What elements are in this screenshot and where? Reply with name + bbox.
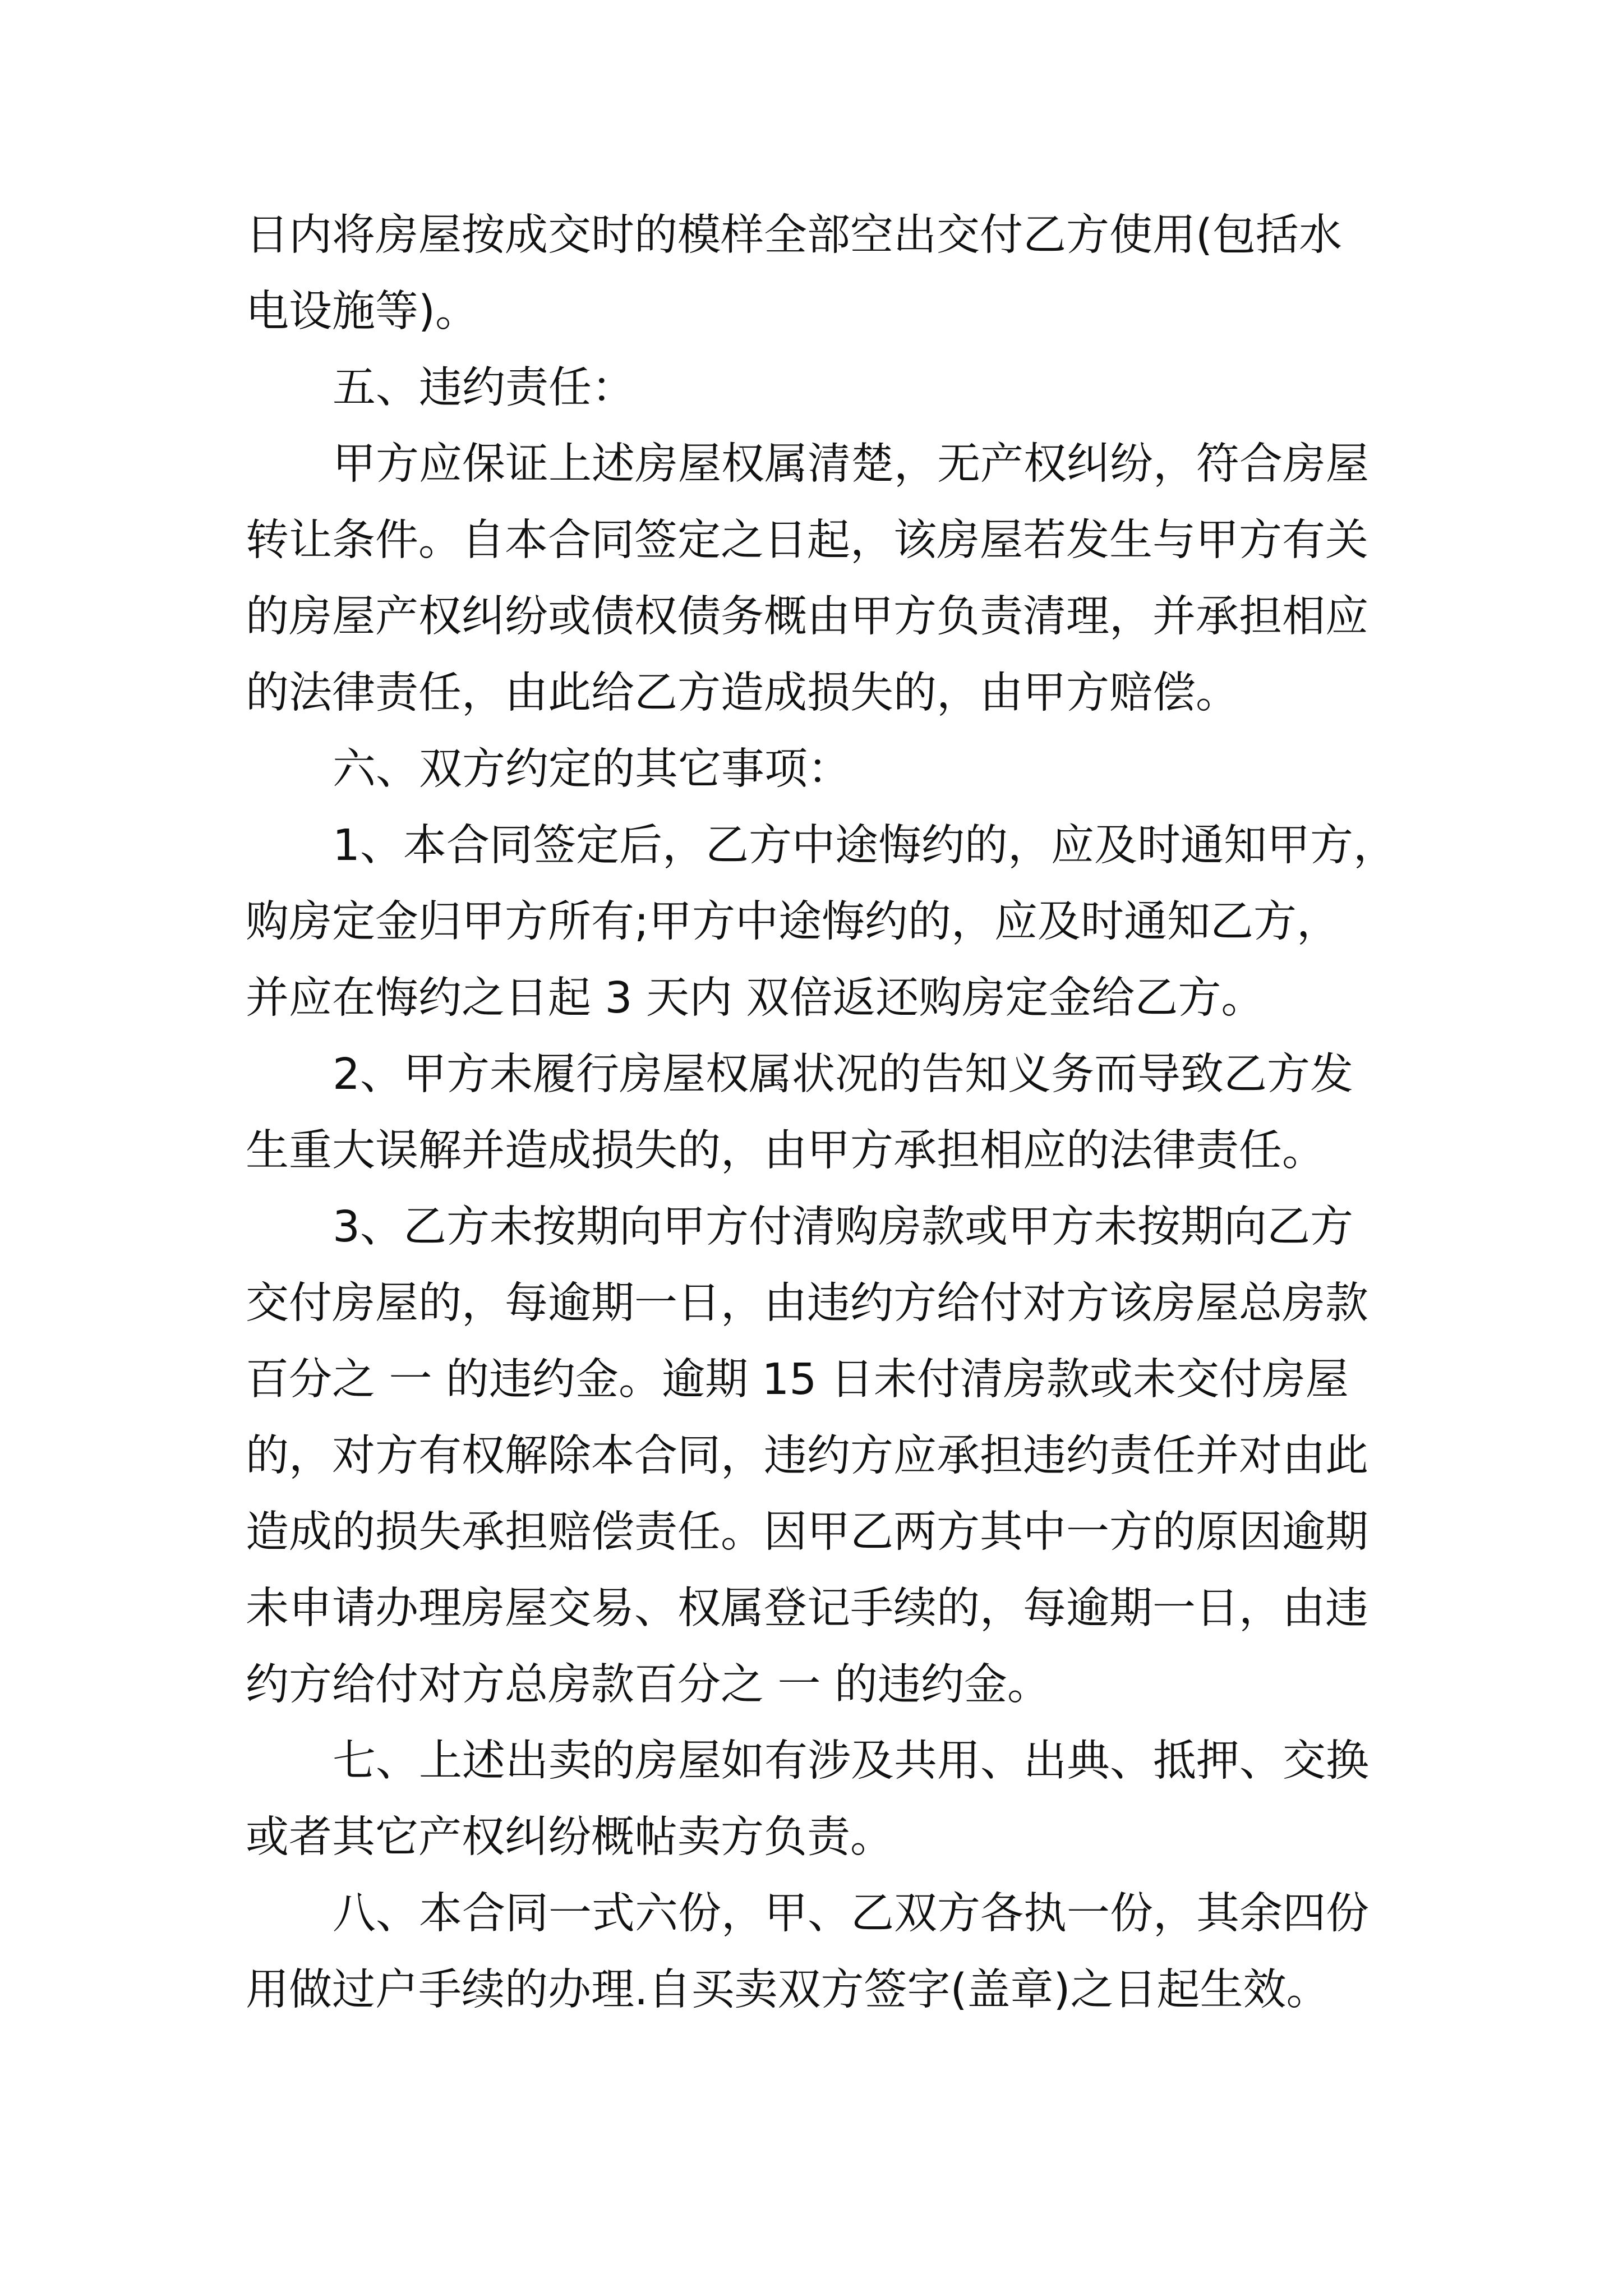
text-line: 购房定金归甲方所有;甲方中途悔约的，应及时通知乙方，	[246, 897, 1340, 947]
section-seven-disputes	[246, 1723, 1378, 1876]
text-line: 1、本合同签定后，乙方中途悔约的，应及时通知甲方，	[333, 821, 1396, 871]
text-line: 或者其它产权纠纷概帖卖方负责。	[246, 1812, 893, 1862]
text-line: 七、上述出卖的房屋如有涉及共用、出典、抵押、交换	[333, 1736, 1369, 1786]
section-heading-other-matters	[246, 731, 1378, 808]
text-line: 电设施等)。	[246, 287, 479, 337]
clause-item-2	[246, 1037, 1378, 1189]
paragraph-continuation	[246, 197, 1378, 350]
section-eight-copies-effect	[246, 1876, 1378, 2028]
document-body	[246, 197, 1396, 2028]
text-line: 六、双方约定的其它事项：	[333, 744, 851, 794]
text-line: 交付房屋的，每逾期一日，由违约方给付对方该房屋总房款	[246, 1278, 1368, 1328]
text-line: 八、本合同一式六份，甲、乙双方各执一份，其余四份	[333, 1889, 1369, 1939]
text-line: 约方给付对方总房款百分之 一 的违约金。	[246, 1660, 1050, 1710]
text-line: 的法律责任，由此给乙方造成损失的，由甲方赔偿。	[246, 668, 1239, 718]
text-line: 2、甲方未履行房屋权属状况的告知义务而导致乙方发	[333, 1050, 1353, 1099]
text-line: 五、违约责任：	[333, 363, 635, 413]
text-line: 并应在悔约之日起 3 天内 双倍返还购房定金给乙方。	[246, 973, 1265, 1023]
section-heading-breach-liability	[246, 350, 1378, 426]
text-line: 的房屋产权纠纷或债权债务概由甲方负责清理，并承担相应	[246, 592, 1368, 642]
text-line: 百分之 一 的违约金。逾期 15 日未付清房款或未交付房屋	[246, 1355, 1349, 1405]
text-line: 的，对方有权解除本合同，违约方应承担违约责任并对由此	[246, 1431, 1368, 1481]
paragraph-ownership-guarantee	[246, 426, 1378, 731]
clause-item-3	[246, 1189, 1378, 1723]
text-line: 日内将房屋按成交时的模样全部空出交付乙方使用(包括水	[246, 210, 1343, 260]
text-line: 甲方应保证上述房屋权属清楚，无产权纠纷，符合房屋	[333, 439, 1369, 489]
text-line: 用做过户手续的办理.自买卖双方签字(盖章)之日起生效。	[246, 1965, 1330, 2015]
text-line: 3、乙方未按期向甲方付清购房款或甲方未按期向乙方	[333, 1202, 1353, 1252]
text-line: 未申请办理房屋交易、权属登记手续的，每逾期一日，由违	[246, 1584, 1368, 1634]
text-line: 造成的损失承担赔偿责任。因甲乙两方其中一方的原因逾期	[246, 1507, 1368, 1557]
text-line: 生重大误解并造成损失的，由甲方承担相应的法律责任。	[246, 1126, 1325, 1176]
clause-item-1	[246, 808, 1396, 1037]
text-line: 转让条件。自本合同签定之日起，该房屋若发生与甲方有关	[246, 516, 1368, 565]
